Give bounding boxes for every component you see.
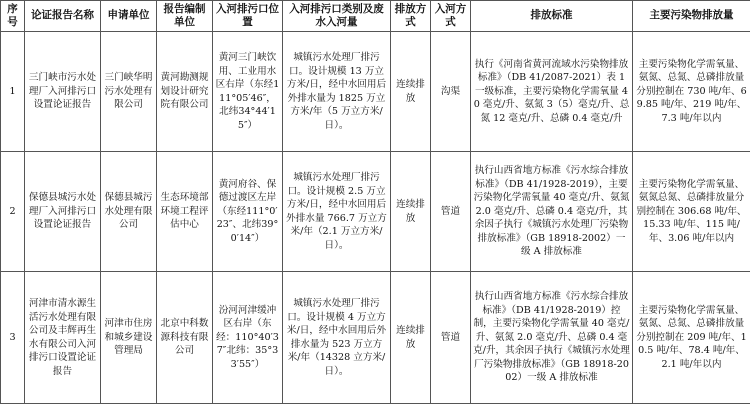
cell-applicant: 保德县城污水处理有限公司 <box>101 152 157 272</box>
cell-type: 城镇污水处理厂排污口。设计规模 2.5 万立方米/日，经中水回用后外排水量 766.7 万立方米/年（2.1 万立方米/日）。 <box>283 152 391 272</box>
header-applicant: 申请单位 <box>101 1 157 32</box>
cell-compiler: 生态环境部环境工程评估中心 <box>157 152 213 272</box>
cell-report: 保德县城污水处理厂入河排污口设置论证报告 <box>25 152 101 272</box>
cell-standard: 执行山西省地方标准《污水综合排放标准》（DB 41/1928-2019）控制，主要污染物化学需氧量 40 毫克/升、氨氮 2.0 毫克/升、总磷 0.4 毫克/升，其余因子执行《城镇污水处理厂污染物排放标准》（GB 18918-2002）一级 A 排放标准 <box>471 272 633 404</box>
cell-outfall: 汾河河津缓冲区右岸（东经：110°40′37″北纬：35°33′55″） <box>213 272 283 404</box>
header-standard: 排放标准 <box>471 1 633 32</box>
header-entry: 入河方式 <box>431 1 471 32</box>
cell-discharge: 连续排放 <box>391 32 431 152</box>
cell-type: 城镇污水处理厂排污口。设计规模 4 万立方米/日，经中水回用后外排水量为 523 万立方米/年（14328 立方米/日）。 <box>283 272 391 404</box>
cell-outfall: 黄河三门峡饮用、工业用水区右岸（东经111°05′46″，北纬34°44′15″） <box>213 32 283 152</box>
cell-seq: 1 <box>1 32 25 152</box>
cell-seq: 3 <box>1 272 25 404</box>
table-row <box>1 32 750 152</box>
cell-entry: 沟渠 <box>431 32 471 152</box>
header-compiler: 报告编制单位 <box>157 1 213 32</box>
cell-outfall: 黄河府谷、保德过渡区左岸（东经111°0′23″、北纬39°0′14″） <box>213 152 283 272</box>
cell-discharge: 连续排放 <box>391 272 431 404</box>
cell-entry: 管道 <box>431 152 471 272</box>
header-outfall: 入河排污口位置 <box>213 1 283 32</box>
header-pollutants: 主要污染物排放量 <box>633 1 750 32</box>
cell-compiler: 北京中科数源科技有限公司 <box>157 272 213 404</box>
cell-discharge: 连续排放 <box>391 152 431 272</box>
cell-pollutants: 主要污染物化学需氧量、氨氮、总氮、总磷排放量分别控制在 730 吨/年、69.85 吨/年、219 吨/年、7.3 吨/年以内 <box>633 32 750 152</box>
header-report: 论证报告名称 <box>25 1 101 32</box>
header-type: 入河排污口类别及废水入河量 <box>283 1 391 32</box>
cell-report: 三门峡市污水处理厂入河排污口设置论证报告 <box>25 32 101 152</box>
cell-standard: 执行《河南省黄河流域水污染物排放标准》（DB 41/2087-2021）表 1 一级标准，主要污染物化学需氧量 40 毫克/升、氨氮 3（5）毫克/升、总氮 12 毫克/升、总磷 0.4 毫克/升 <box>471 32 633 152</box>
table-row <box>1 272 750 404</box>
cell-entry: 管道 <box>431 272 471 404</box>
cell-applicant: 三门峡华明污水处理有限公司 <box>101 32 157 152</box>
cell-type: 城镇污水处理厂排污口。设计规模 13 万立方米/日，经中水回用后外排水量为 1825 万立方米/年（5 万立方米/日）。 <box>283 32 391 152</box>
cell-standard: 执行山西省地方标准《污水综合排放标准》（DB 41/1928-2019），主要污染物化学需氧量 40 毫克/升、氨氮 2.0 毫克/升、总磷 0.4 毫克/升，其余因子执行《城镇污水处理厂污染物排放标准》（GB 18918-2002）一级 A 排放标准 <box>471 152 633 272</box>
cell-report: 河津市清水源生活污水处理有限公司及丰辉再生水有限公司入河排污口设置论证报告 <box>25 272 101 404</box>
header-seq: 序号 <box>1 1 25 32</box>
table-header-row <box>1 1 750 32</box>
header-discharge: 排放方式 <box>391 1 431 32</box>
table-row <box>1 152 750 272</box>
cell-compiler: 黄河勘测规划设计研究院有限公司 <box>157 32 213 152</box>
cell-pollutants: 主要污染物化学需氧量、氨氮、总氮、总磷排放量分别控制在 209 吨/年、10.5 吨/年、78.4 吨/年、2.1 吨/年以内 <box>633 272 750 404</box>
cell-applicant: 河津市住房和城乡建设管理局 <box>101 272 157 404</box>
cell-pollutants: 主要污染物化学需氧量、氨氮总氮、总磷排放量分别控制在 306.68 吨/年、15.33 吨/年、115 吨/年、3.06 吨/年以内 <box>633 152 750 272</box>
cell-seq: 2 <box>1 152 25 272</box>
